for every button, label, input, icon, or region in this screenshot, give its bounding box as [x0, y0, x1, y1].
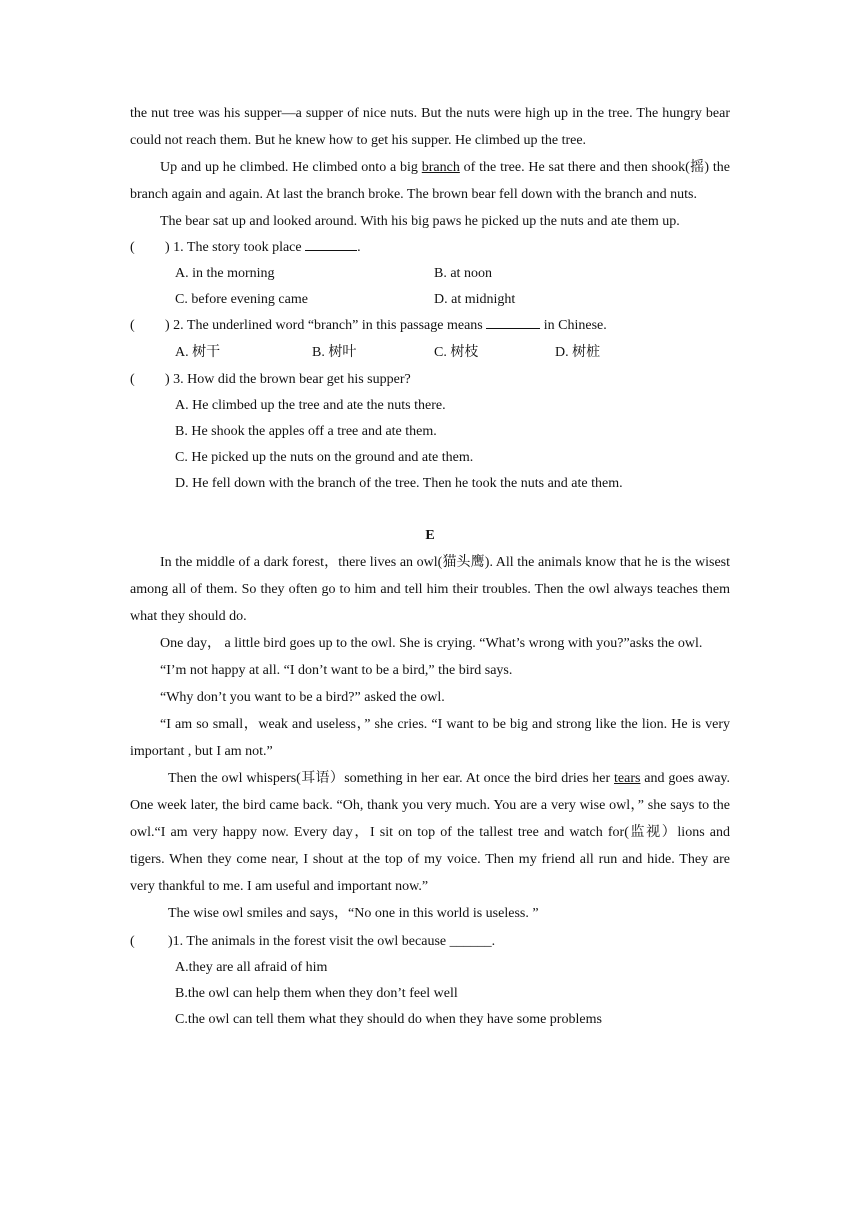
passage-e-paragraph-6-start: Then the owl whispers(耳语）something in her ear. At once the bird dries her — [168, 771, 615, 786]
option-a: A. He climbed up the tree and ate the nuts there. — [175, 398, 446, 413]
passage-d-paragraph-2 — [130, 154, 730, 208]
question-d2-text — [165, 313, 607, 339]
question-d2-stem: ) 2. The underlined word “branch” in this passage means — [165, 318, 483, 333]
passage-e-paragraph-7: The wise owl smiles and says，“No one in this world is useless. ” — [168, 906, 539, 921]
question-e1-option-b — [130, 981, 730, 1007]
option-d: D. at midnight — [434, 292, 516, 307]
option-b: B. at noon — [434, 266, 492, 281]
question-d1-stem: ) 1. The story took place — [165, 240, 302, 255]
question-d2-options — [130, 339, 730, 367]
question-d1-options-row-2 — [130, 287, 730, 313]
option-d: D. He fell down with the branch of the tree. Then he took the nuts and ate them. — [175, 476, 623, 491]
question-d3 — [130, 367, 730, 393]
passage-e-paragraph-5: “I am so small，weak and useless，” she cries. “I want to be big and strong like the lion. He is very important , but I am not.” — [130, 717, 730, 759]
passage-e-paragraph-3: “I’m not happy at all. “I don’t want to be a bird,” the bird says. — [160, 663, 513, 678]
passage-e-paragraph-6-end: and goes away. One week later, the bird came back. “Oh, thank you very much. You are a very wise owl，” she says to the owl.“I am very happy now. Every day，I sit on top of the tallest tree and watch for(监视）lions and tigers. When they come near, I shout at the top of my voice. Then my friend all run and hide. They are very thankful to me. I am useful and important now.” — [130, 771, 730, 894]
question-d1-text: ) 1. The story took place . — [165, 235, 361, 261]
option-a: A.they are all afraid of him — [175, 960, 328, 975]
question-d3-option-a — [130, 393, 730, 419]
option-c: C. He picked up the nuts on the ground and ate them. — [175, 450, 474, 465]
question-e1-text: )1. The animals in the forest visit the owl because ______. — [168, 934, 496, 949]
question-d1 — [130, 235, 730, 261]
question-d2-tail: in Chinese. — [543, 318, 607, 333]
option-c: C.the owl can tell them what they should do when they have some problems — [175, 1012, 602, 1027]
option-d: D. 树桩 — [555, 345, 601, 360]
worksheet-page — [130, 100, 730, 1033]
answer-blank — [486, 314, 540, 329]
option-c: C. 树枝 — [434, 345, 479, 360]
question-d2 — [130, 313, 730, 339]
question-d3-option-d — [130, 471, 730, 497]
question-e1-option-a — [130, 955, 730, 981]
option-b: B. He shook the apples off a tree and ate them. — [175, 424, 437, 439]
answer-paren: ( — [130, 240, 135, 255]
question-d3-text: ) 3. How did the brown bear get his supper? — [165, 372, 411, 387]
question-d1-options-row-1 — [130, 261, 730, 287]
passage-d-paragraph-2-end: of the tree. He sat there and then shook(摇) the branch again and again. At last the branch broke. The brown bear fell down with the branch and nuts. — [130, 160, 730, 202]
option-a: A. in the morning — [175, 266, 275, 281]
answer-paren: ( — [130, 934, 135, 949]
passage-e-paragraph-4: “Why don’t you want to be a bird?” asked the owl. — [160, 690, 445, 705]
question-e1-option-c — [130, 1007, 730, 1033]
passage-e-paragraph-6 — [130, 765, 730, 900]
passage-e-paragraph-1: In the middle of a dark forest，there lives an owl(猫头鹰). All the animals know that he is the wisest among all of them. So they often go to him and tell him their troubles. Then the owl always teaches them what they should do. — [130, 555, 730, 624]
section-e-heading: E — [425, 528, 435, 543]
answer-paren: ( — [130, 318, 135, 333]
underlined-word-tears: tears — [614, 771, 641, 786]
option-b: B.the owl can help them when they don’t feel well — [175, 986, 458, 1001]
question-e1 — [130, 929, 730, 955]
answer-paren: ( — [130, 372, 135, 387]
passage-d-paragraph-2-start: Up and up he climbed. He climbed onto a big — [160, 160, 422, 175]
passage-d-paragraph-1: the nut tree was his supper—a supper of nice nuts. But the nuts were high up in the tree. The hungry bear could not reach them. But he knew how to get his supper. He climbed up the tree. — [130, 106, 730, 148]
option-c: C. before evening came — [175, 292, 308, 307]
question-d3-option-c — [130, 445, 730, 471]
option-b: B. 树叶 — [312, 345, 357, 360]
answer-blank — [305, 236, 357, 251]
underlined-word-branch: branch — [421, 160, 460, 175]
question-d3-option-b — [130, 419, 730, 445]
passage-e-paragraph-2: One day， a little bird goes up to the owl. She is crying. “What’s wrong with you?”asks the owl. — [160, 636, 703, 651]
option-a: A. 树干 — [175, 345, 221, 360]
passage-d-paragraph-3: The bear sat up and looked around. With his big paws he picked up the nuts and ate them up. — [160, 214, 680, 229]
